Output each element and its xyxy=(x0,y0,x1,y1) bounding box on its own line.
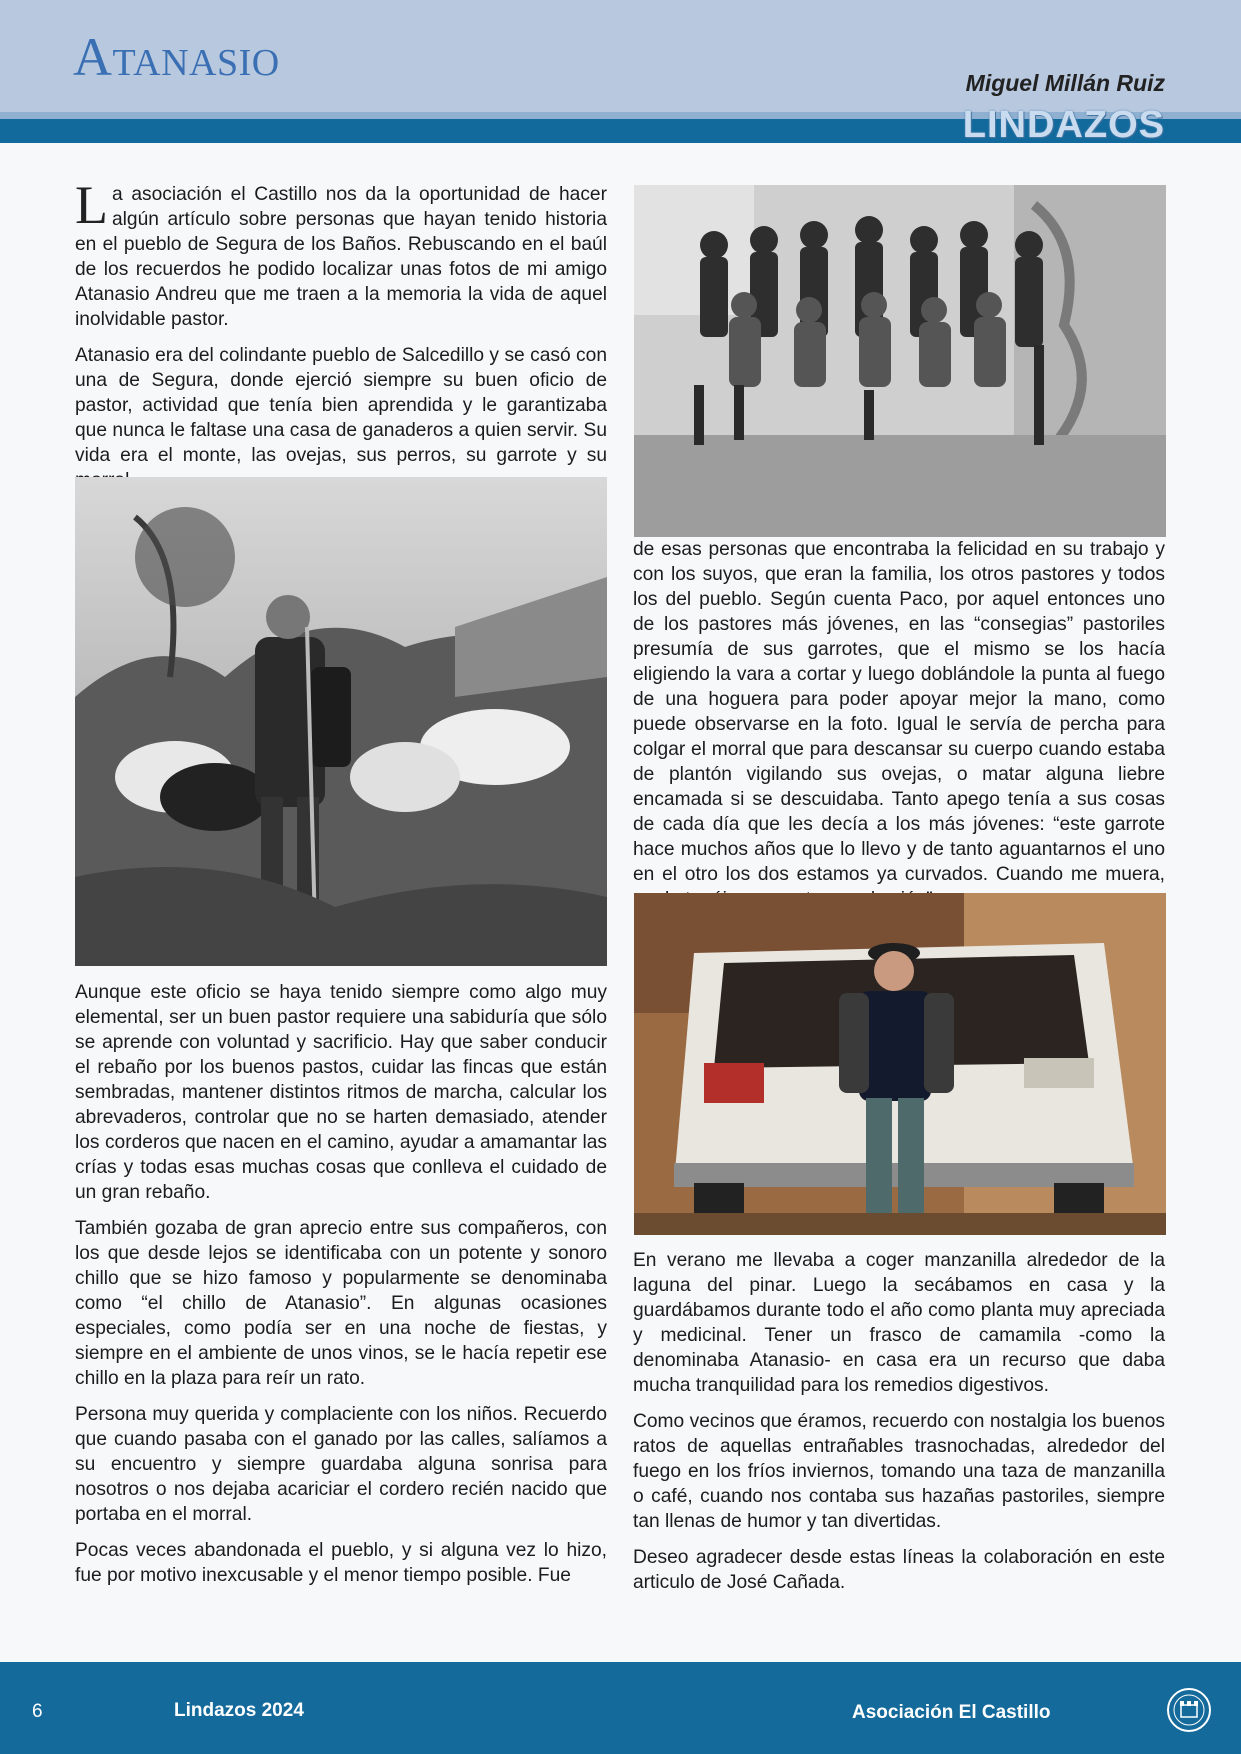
paragraph-2: Atanasio era del colindante pueblo de Salcedillo y se casó con una de Segura, donde ejerció siempre su buen oficio de pastor, actividad que tenía bien aprendida y le garantizaba que nunca le faltase una casa de ganaderos a quien servir. Su vida era el monte, las ovejas, sus perros, su garrote y su xyxy=(75,345,607,466)
left-column-top xyxy=(75,175,607,504)
paragraph-1-text: a asociación el Castillo nos da la oportunidad de hacer algún artículo sobre personas que hayan tenido historia en el pueblo de Segura de los Baños. Rebuscando en el baúl de los recuerdos he podido localizar unas fotos de mi amigo Atanasio Andreu que me traen a la memoria la vida de aquel inolvidable pastor. xyxy=(75,184,607,330)
paragraph-1 xyxy=(75,175,607,332)
paragraph-4: También gozaba de gran aprecio entre sus compañeros, con los que desde lejos se identificaba con un potente y sonoro chillo que se hizo famoso y popularmente se denominaba como “el chillo de Atanasio”. En algunas ocasiones especiales, como podía ser en una noche de fiestas, y siempre en el ambiente de unos vinos, se le hacía repetir ese chillo en la plaza para reír un rato. xyxy=(75,1218,607,1389)
paragraph-3: Aunque este oficio se haya tenido siempre como algo muy elemental, ser un buen pastor requiere una sabiduría que sólo se aprende con voluntad y sacrificio. Hay que saber conducir el rebaño por los buenos pastos, cuidar las fincas que están sembradas, mantener distintos ritmos de marcha, calcular los abrevaderos, controlar que no se harten demasiado, atender los corderos que nacen en el camino, ayudar a amamantar las crías y todas esas muchas cosas que conlleva el cuidado de un gran rebaño. xyxy=(75,982,607,1203)
paragraph-10: Deseo agradecer desde estas líneas la colaboración en este articulo de José Cañada. xyxy=(633,1547,1165,1593)
right-column-top xyxy=(633,537,1165,923)
paragraph-5: Persona muy querida y complaciente con los niños. Recuerdo que cuando pasaba con el ganado por las calles, salíamos a su encuentro y siempre guardaba alguna sonrisa para nosotros o nos dejaba acariciar el cordero recién nacido que portaba en el morral. xyxy=(75,1404,607,1525)
photo-group-of-villagers xyxy=(634,185,1166,537)
drop-cap: L xyxy=(75,175,108,235)
page-title: Atanasio xyxy=(73,27,280,87)
association-name: Asociación El Castillo xyxy=(852,1702,1051,1723)
paragraph-6: Pocas veces abandonada el pueblo, y si alguna vez lo hizo, fue por motivo inexcusable y el menor tiempo posible. Fue xyxy=(75,1540,607,1586)
brand-logo-text: LINDAZOS xyxy=(962,104,1165,146)
photo-man-with-car xyxy=(634,893,1166,1235)
association-seal-icon xyxy=(1166,1687,1212,1733)
photo-shepherd-with-sheep xyxy=(75,477,607,966)
author-name: Miguel Millán Ruiz xyxy=(965,70,1165,96)
left-column-bottom xyxy=(75,980,607,1599)
paragraph-9: Como vecinos que éramos, recuerdo con nostalgia los buenos ratos de aquellas entrañables trasnochadas, alrededor del fuego en los fríos inviernos, tomando una taza de manzanilla o café, cuando nos contaba sus hazañas pastoriles, siempre tan llenas de humor y tan divertidas. xyxy=(633,1411,1165,1532)
page-number: 6 xyxy=(32,1701,43,1722)
right-column-bottom xyxy=(633,1248,1165,1606)
paragraph-8: En verano me llevaba a coger manzanilla alrededor de la laguna del pinar. Luego la secábamos en casa y la guardábamos durante todo el año como planta muy apreciada y medicinal. Tener un frasco de camamila -como la denominaba Atanasio- en casa era un recurso que daba mucha tranquilidad para los remedios digestivos. xyxy=(633,1250,1165,1396)
paragraph-7: de esas personas que encontraba la felicidad en su trabajo y con los suyos, que eran la familia, los otros pastores y todos los del pueblo. Según cuenta Paco, por aquel entonces uno de los pastores más jóvenes, en las “consegias” pastoriles presumía de sus garrotes, que el mismo se los hacía eligiendo la vara a cortar y luego doblándole la punta al fuego de una hoguera para poder apoyar mejor la mano, como puede observarse en la foto. Igual le servía de percha para colgar el morral que para descansar su cuerpo cuando estaba de plantón vigilando sus ovejas, o matar alguna liebre encamada si se descuidaba. Tanto apego tenía a sus cosas de cada día que les decía a los más jóvenes: “este garrote hace muchos años que lo llevo y de tanto aguantarnos el uno en el otro los dos estamos ya curvados. Cuando me muera, xyxy=(633,539,1165,885)
publication-name: Lindazos 2024 xyxy=(174,1700,304,1721)
